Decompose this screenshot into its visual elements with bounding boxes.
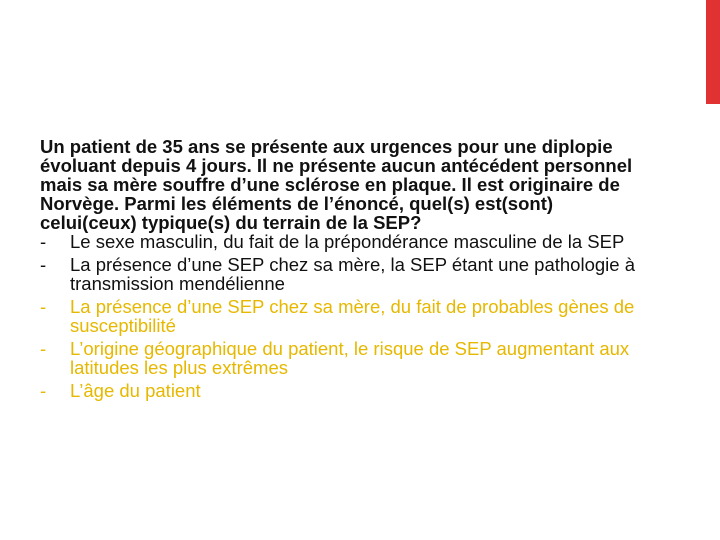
option-bullet: - [40,231,47,252]
answer-option-e [40,381,650,400]
option-bullet: - [40,338,47,359]
option-text: L’origine géographique du patient, le risque de SEP augmentant aux latitudes les plus extrêmes [70,338,630,378]
option-text: Le sexe masculin, du fait de la prépondérance masculine de la SEP [70,231,625,252]
answer-option-d [40,339,650,377]
question-text: Un patient de 35 ans se présente aux urgences pour une diplopie évoluant depuis 4 jours. Il ne présente aucun antécédent personnel mais sa mère souffre d’une sclérose en plaque. Il est originaire de Norvège. Parmi les éléments de l’énoncé, quel(s) est(sont) celui(ceux) typique(s) du terrain de la SEP? [40,136,633,233]
answer-options [40,232,650,400]
accent-bar [706,0,720,104]
option-bullet: - [40,380,47,401]
option-text: La présence d’une SEP chez sa mère, du fait de probables gènes de susceptibilité [70,296,635,336]
slide-content [40,137,650,400]
answer-option-a [40,232,650,251]
option-bullet: - [40,296,47,317]
option-text: La présence d’une SEP chez sa mère, la SEP étant une pathologie à transmission mendélienne [70,254,635,294]
option-bullet: - [40,254,47,275]
option-text: L’âge du patient [70,380,201,401]
answer-option-c [40,297,650,335]
answer-option-b [40,255,650,293]
